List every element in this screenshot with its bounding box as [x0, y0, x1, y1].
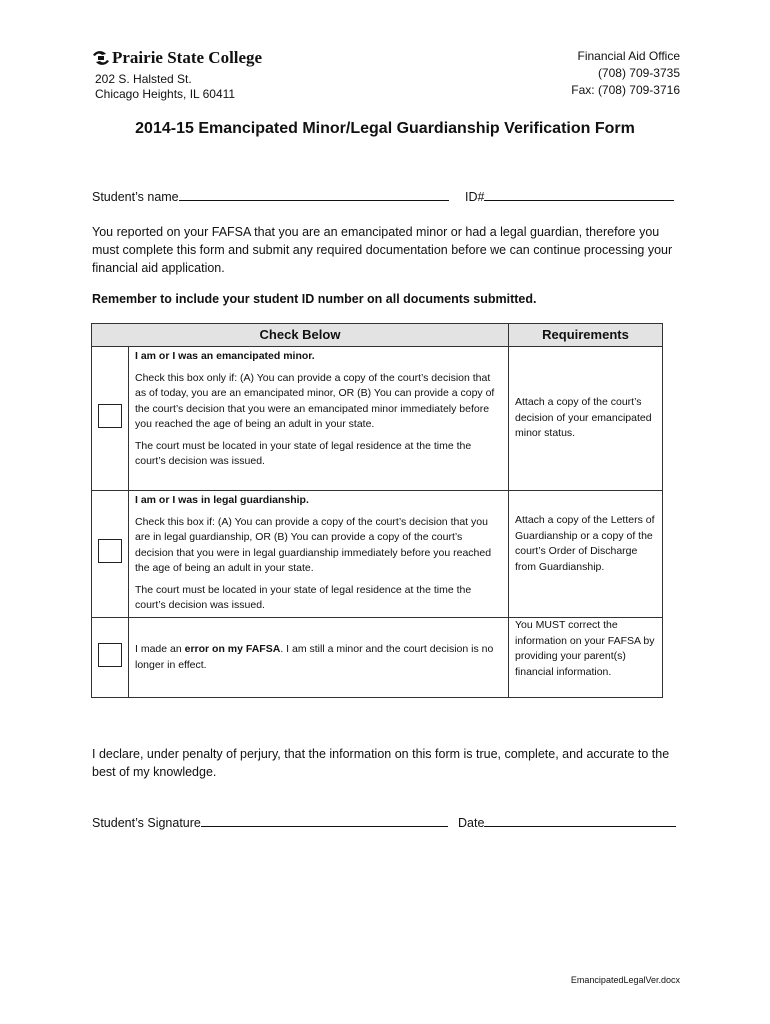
form-title: 2014-15 Emancipated Minor/Legal Guardianship Verification Form	[135, 120, 635, 137]
college-address	[95, 72, 235, 102]
fafsa-error-description: I made an error on my FAFSA. I am still a minor and the court decision is no longer in effect.	[129, 618, 509, 698]
legal-guardianship-checkbox[interactable]	[98, 539, 122, 563]
legal-guardianship-requirement: Attach a copy of the Letters of Guardianship or a copy of the court’s Order of Discharge from Guardianship.	[509, 491, 663, 618]
fafsa-error-emphasis: error on my FAFSA	[184, 643, 281, 655]
requirements-header: Requirements	[509, 324, 663, 347]
student-id-label: ID#	[465, 190, 485, 204]
office-fax: Fax: (708) 709-3716	[571, 83, 680, 97]
student-name-field[interactable]	[92, 190, 449, 204]
signature-label: Student’s Signature	[92, 816, 201, 830]
emancipated-minor-checkbox[interactable]	[98, 404, 122, 428]
college-name: Prairie State College	[112, 48, 263, 67]
college-logo	[92, 48, 262, 68]
row-condition: Check this box only if: (A) You can provide a copy of the court’s decision that as of today, you are an emancipated minor, OR (B) You can provide a copy of the court’s decision that you were an emancipated minor immediately before you reached the age of being an adult in your state.	[135, 371, 495, 430]
check-below-header: Check Below	[92, 324, 509, 347]
row-court-note: The court must be located in your state of legal residence at the time the court’s decision was issued.	[135, 439, 472, 467]
row-condition: Check this box if: (A) You can provide a copy of the court’s decision that you are in legal guardianship, OR (B) You can provide a copy of the court’s decision that you were in legal guardianship immediately before you reached the age of being an adult in your state.	[135, 515, 492, 574]
fafsa-error-checkbox[interactable]	[98, 643, 122, 667]
office-contact	[571, 48, 680, 99]
address-line-1: 202 S. Halsted St.	[95, 72, 192, 86]
table-row	[92, 491, 663, 618]
reminder-text: Remember to include your student ID number on all documents submitted.	[92, 292, 537, 306]
row-heading: I am or I was an emancipated minor.	[135, 350, 315, 362]
student-name-label: Student’s name	[92, 190, 179, 204]
table-header-row	[92, 324, 663, 347]
row-heading: I am or I was in legal guardianship.	[135, 494, 309, 506]
table-row	[92, 347, 663, 491]
footer-filename: EmancipatedLegalVer.docx	[570, 975, 680, 985]
emancipated-minor-description	[129, 347, 509, 491]
emancipated-minor-requirement: Attach a copy of the court’s decision of your emancipated minor status.	[509, 347, 663, 491]
declaration-text: I declare, under penalty of perjury, that the information on this form is true, complete, and accurate to the best of my knowledge.	[92, 747, 670, 779]
office-phone: (708) 709-3735	[597, 66, 680, 80]
office-name: Financial Aid Office	[577, 49, 680, 63]
row-court-note: The court must be located in your state of legal residence at the time the court’s decision was issued.	[135, 583, 472, 611]
requirements-table	[91, 323, 663, 698]
intro-paragraph: You reported on your FAFSA that you are an emancipated minor or had a legal guardian, therefore you must complete this form and submit any required documentation before we can continue processing your financial aid application.	[92, 225, 673, 275]
table-row	[92, 618, 663, 698]
date-field[interactable]	[458, 816, 676, 830]
legal-guardianship-description	[129, 491, 509, 618]
address-line-2: Chicago Heights, IL 60411	[95, 87, 236, 101]
college-logo-icon	[92, 50, 110, 66]
date-label: Date	[458, 816, 485, 830]
fafsa-error-requirement: You MUST correct the information on your FAFSA by providing your parent(s) financial information.	[509, 618, 663, 698]
signature-field[interactable]	[92, 816, 448, 830]
student-id-field[interactable]	[465, 190, 674, 204]
